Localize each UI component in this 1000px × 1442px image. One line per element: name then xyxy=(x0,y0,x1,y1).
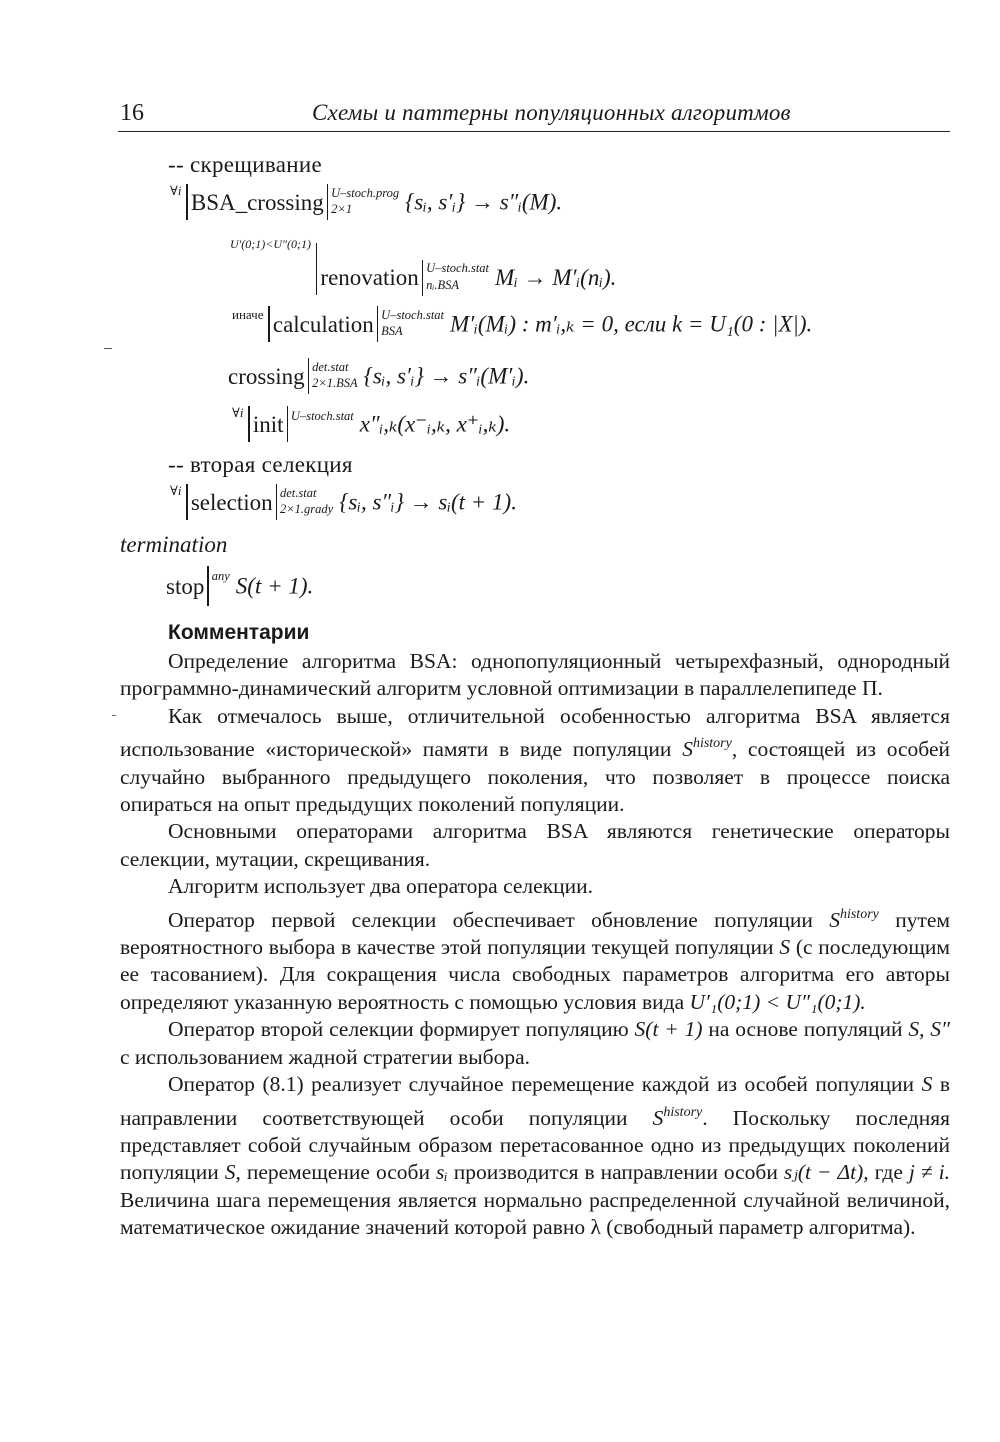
margin-dot xyxy=(112,715,116,716)
symbol-si: sᵢ xyxy=(436,1160,448,1185)
vertical-bar xyxy=(327,184,328,220)
formula-bsa-crossing xyxy=(170,184,562,220)
crossing-comment: -- скрещивание xyxy=(168,152,322,177)
script-sub: nᵢ.BSA xyxy=(426,277,460,292)
text-run: (с последующим ее тасованием). Для сокращения числа свободных параметров алгоритма его авторы определяют указанную вероятность с помощью условия вида xyxy=(120,935,951,1014)
formula-crossing xyxy=(228,358,529,394)
inline-formula: sⱼ(t − Δt), xyxy=(783,1160,869,1185)
operator-name: stop xyxy=(166,573,205,599)
comments-body xyxy=(120,648,950,1242)
comments-heading: Комментарии xyxy=(168,621,310,644)
operator-script xyxy=(280,485,334,517)
vertical-bar xyxy=(287,406,288,442)
text-run: производится в направлении особи xyxy=(453,1160,778,1185)
script-sup: U–stoch.stat xyxy=(290,408,354,423)
script-sup: det.stat xyxy=(280,485,317,500)
vertical-bar xyxy=(316,243,317,295)
forall-quantifier: ∀i xyxy=(232,405,244,421)
text-run: с использованием жадной стратегии выбора. xyxy=(120,1044,531,1069)
symbol-history: history xyxy=(839,906,879,922)
script-sup: det.stat xyxy=(312,359,349,374)
operator-script xyxy=(211,568,230,593)
symbol-history: history xyxy=(663,1104,703,1120)
text-run: Величина шага перемещения является нормально распределенной случайной величиной, математическое ожидание значений которой равно λ (свободный параметр алгоритма). xyxy=(120,1187,950,1240)
formula-renovation xyxy=(230,238,616,296)
vertical-bar xyxy=(268,306,269,342)
paragraph-first-selection xyxy=(120,901,950,1017)
paragraph-operator-8-1 xyxy=(120,1071,950,1241)
symbol-S: S xyxy=(921,1072,933,1097)
symbol-S: S xyxy=(682,737,693,762)
paragraph-second-selection xyxy=(120,1016,950,1071)
else-label: иначе xyxy=(232,307,264,323)
inline-formula: S(t + 1) xyxy=(634,1017,703,1042)
script-sup: any xyxy=(211,568,230,583)
operator-name: calculation xyxy=(272,311,374,337)
symbol-S: S xyxy=(652,1105,664,1130)
termination-label: termination xyxy=(120,532,228,557)
inline-formula: j ≠ i. xyxy=(908,1160,951,1185)
script-sup: U–stoch.stat xyxy=(381,307,445,322)
formula-stop xyxy=(166,566,313,606)
vertical-bar xyxy=(377,306,378,342)
script-sub: 2×1.BSA xyxy=(312,376,358,390)
text-run: Оператор второй селекции формирует популяцию xyxy=(168,1017,629,1042)
script-sup: U–stoch.stat xyxy=(426,261,490,276)
formula-expression: {sᵢ, s′ᵢ} → s″ᵢ(M). xyxy=(405,189,563,215)
text-run: в направлении соответствующей особи популяции xyxy=(120,1072,951,1130)
operator-name: init xyxy=(252,411,284,437)
running-title: Схемы и паттерны популяционных алгоритмов xyxy=(312,100,791,125)
inline-formula: S, S″ xyxy=(908,1017,950,1042)
paragraph-definition: Определение алгоритма BSA: однопопуляционный четырехфазный, однородный программно-динамический алгоритм условной оптимизации в параллелепипеде П. xyxy=(120,649,950,701)
formula-init xyxy=(232,406,510,442)
operator-name: crossing xyxy=(228,363,305,389)
formula-expression: S(t + 1). xyxy=(235,573,314,599)
text-run: путем вероятностного выбора в качестве этой популяции текущей популяции xyxy=(120,907,951,960)
vertical-bar xyxy=(276,484,277,520)
text-run: , перемещение особи xyxy=(235,1160,430,1185)
text-run: Оператор (8.1) реализует случайное перемещение каждой из особей популяции xyxy=(168,1072,915,1097)
script-sub: 2×1 xyxy=(331,202,353,216)
operator-script xyxy=(312,359,358,391)
operator-script xyxy=(331,185,400,217)
operator-script xyxy=(426,263,489,292)
paragraph-two-selections: Алгоритм использует два оператора селекции. xyxy=(168,874,594,899)
symbol-S: S xyxy=(224,1160,236,1185)
text-run: , состоящей из особей случайно выбранного предыдущего поколения, что позволяет в процессе поиска опираться на опыт предыдущих поколений популяции. xyxy=(120,737,950,817)
header-rule xyxy=(118,131,950,132)
page-number: 16 xyxy=(120,100,144,126)
symbol-S: S xyxy=(779,935,791,960)
condition-label: U′(0;1)<U″(0;1) xyxy=(230,237,312,251)
operator-script xyxy=(290,408,354,431)
vertical-bar xyxy=(422,260,423,296)
formula-expression: {sᵢ, s″ᵢ} → sᵢ(t + 1). xyxy=(339,489,517,515)
vertical-bar xyxy=(186,484,187,520)
formula-expression: Mᵢ → M′ᵢ(nᵢ). xyxy=(495,265,617,291)
selection-comment: -- вторая селекция xyxy=(168,452,353,477)
text-run: Как отмечалось выше, отличительной особенностью алгоритма BSA является использование «исторической» памяти в виде популяции xyxy=(120,703,950,762)
formula-expression: x″ᵢ,ₖ(x⁻ᵢ,ₖ, x⁺ᵢ,ₖ). xyxy=(359,411,511,437)
operator-name: BSA_crossing xyxy=(190,189,324,215)
inline-formula: U′₁(0;1) < U″₁(0;1). xyxy=(689,989,866,1014)
text-run: на основе популяций xyxy=(708,1017,903,1042)
vertical-bar xyxy=(186,184,187,220)
formula-selection xyxy=(170,484,517,520)
vertical-bar xyxy=(248,406,249,442)
formula-expression: {sᵢ, s′ᵢ} → s″ᵢ(M′ᵢ). xyxy=(363,363,530,389)
symbol-S: S xyxy=(829,907,840,932)
formula-calculation xyxy=(232,306,812,342)
text-run: где xyxy=(874,1160,903,1185)
operator-name: selection xyxy=(190,489,273,515)
margin-mark xyxy=(104,348,112,349)
formula-expression: M′ᵢ(Mᵢ) : m′ᵢ,ₖ = 0, если k = U₁(0 : |X|). xyxy=(450,311,813,337)
vertical-bar xyxy=(207,566,208,606)
text-run: Оператор первой селекции обеспечивает обновление популяции xyxy=(168,907,813,932)
script-sub: BSA xyxy=(381,324,403,338)
script-sub: 2×1.grady xyxy=(280,502,334,516)
paragraph-operators: Основными операторами алгоритма BSA являются генетические операторы селекции, мутации, скрещивания. xyxy=(120,819,950,871)
script-sup: U–stoch.prog xyxy=(331,185,400,200)
paragraph-history-memory xyxy=(120,703,950,819)
symbol-history: history xyxy=(692,736,732,752)
text-run: . Поскольку последняя представляет собой случайным образом перетасованное одно из предыдущих поколений популяции xyxy=(120,1105,950,1185)
operator-script xyxy=(381,307,445,339)
operator-name: renovation xyxy=(320,265,419,291)
forall-quantifier: ∀i xyxy=(170,183,182,199)
forall-quantifier: ∀i xyxy=(170,483,182,499)
vertical-bar xyxy=(308,358,309,394)
